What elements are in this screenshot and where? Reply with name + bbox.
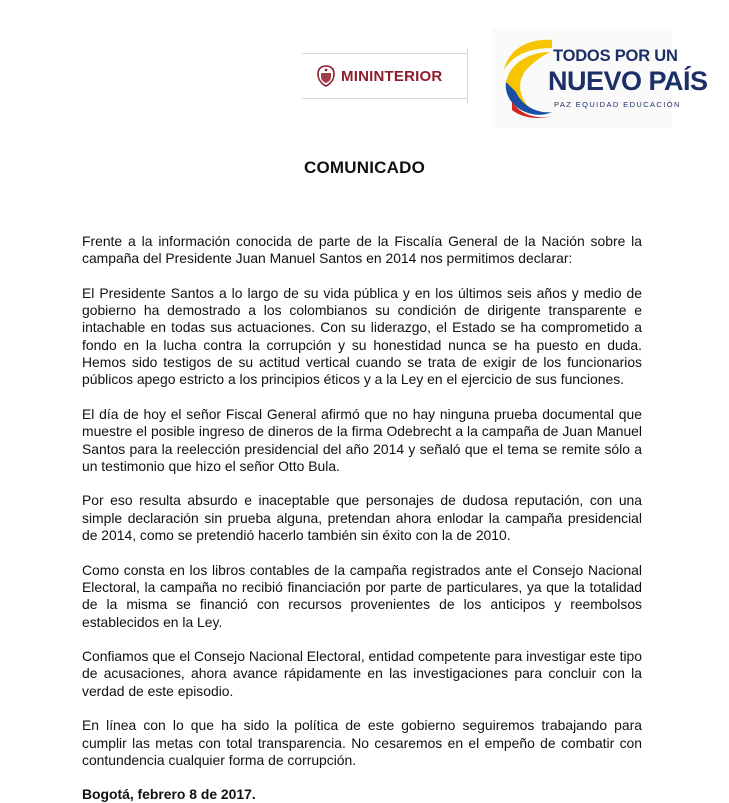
signoff-date: Bogotá, febrero 8 de 2017. <box>82 785 256 802</box>
campaign-logo-line1: TODOS POR UN <box>553 47 678 65</box>
ministry-logo-text: MININTERIOR <box>341 67 443 85</box>
paragraph-financing: Como consta en los libros contables de la campaña registrados ante el Consejo Nacional Electoral, la campaña no recibió financiación por parte de particulares, ya que la totalidad de la misma se financió con recursos provenientes de los anticipos y reembolsos establecidos en la Ley. <box>82 561 642 630</box>
logo-divider-bottom <box>302 98 468 99</box>
document-title: COMUNICADO <box>304 158 425 177</box>
paragraph-intro: Frente a la información conocida de parte de la Fiscalía General de la Nación sobre la campaña del Presidente Juan Manuel Santos en 2014 nos permitimos declarar: <box>82 233 642 267</box>
tricolor-swoosh-icon <box>498 34 554 120</box>
paragraph-reputation: Por eso resulta absurdo e inaceptable que personajes de dudosa reputación, con una simple declaración sin prueba alguna, pretendan ahora enlodar la campaña presidencial de 2014, como se pretendió hacerlo también sin éxito con la de 2010. <box>82 492 642 544</box>
paragraph-commitment: En línea con lo que ha sido la política de este gobierno seguiremos trabajando para cumplir las metas con total transparencia. No cesaremos en el empeño de combatir con contundencia cualquier forma de corrupción. <box>82 717 642 768</box>
logo-divider-top <box>302 53 468 54</box>
mininterior-logo <box>302 53 468 99</box>
document-header <box>0 0 729 140</box>
document-body <box>82 233 642 803</box>
campaign-logo-line2: NUEVO PAÍS <box>548 66 708 96</box>
coat-of-arms-icon <box>316 65 336 87</box>
todos-por-un-nuevo-pais-logo <box>492 28 708 128</box>
campaign-logo-tagline: PAZ EQUIDAD EDUCACIÓN <box>554 100 681 109</box>
paragraph-fiscal-statement: El día de hoy el señor Fiscal General afirmó que no hay ninguna prueba documental que muestre el posible ingreso de dineros de la firma Odebrecht a la campaña de Juan Manuel Santos para la reelección presidencial del año 2014 y señaló que el tema se remite sólo a un testimonio que hizo el señor Otto Bula. <box>82 405 642 474</box>
paragraph-electoral-council: Confiamos que el Consejo Nacional Electoral, entidad competente para investigar este tipo de acusaciones, ahora avance rápidamente en las investigaciones para concluir con la verdad de este episodio. <box>82 648 642 699</box>
logo-divider-right <box>467 49 468 103</box>
paragraph-santos-record: El Presidente Santos a lo largo de su vida pública y en los últimos seis años y medio de gobierno ha demostrado a los colombianos su condición de dirigente transparente e intachable en todas sus actuaciones. Con su liderazgo, el Estado se ha comprometido a fondo en la lucha contra la corrupción y su honestidad nunca se ha puesto en duda. Hemos sido testigos de su actitud vertical cuando se trata de exigir de los funcionarios públicos apego estricto a los principios éticos y a la Ley en el ejercicio de sus funciones. <box>82 284 642 388</box>
